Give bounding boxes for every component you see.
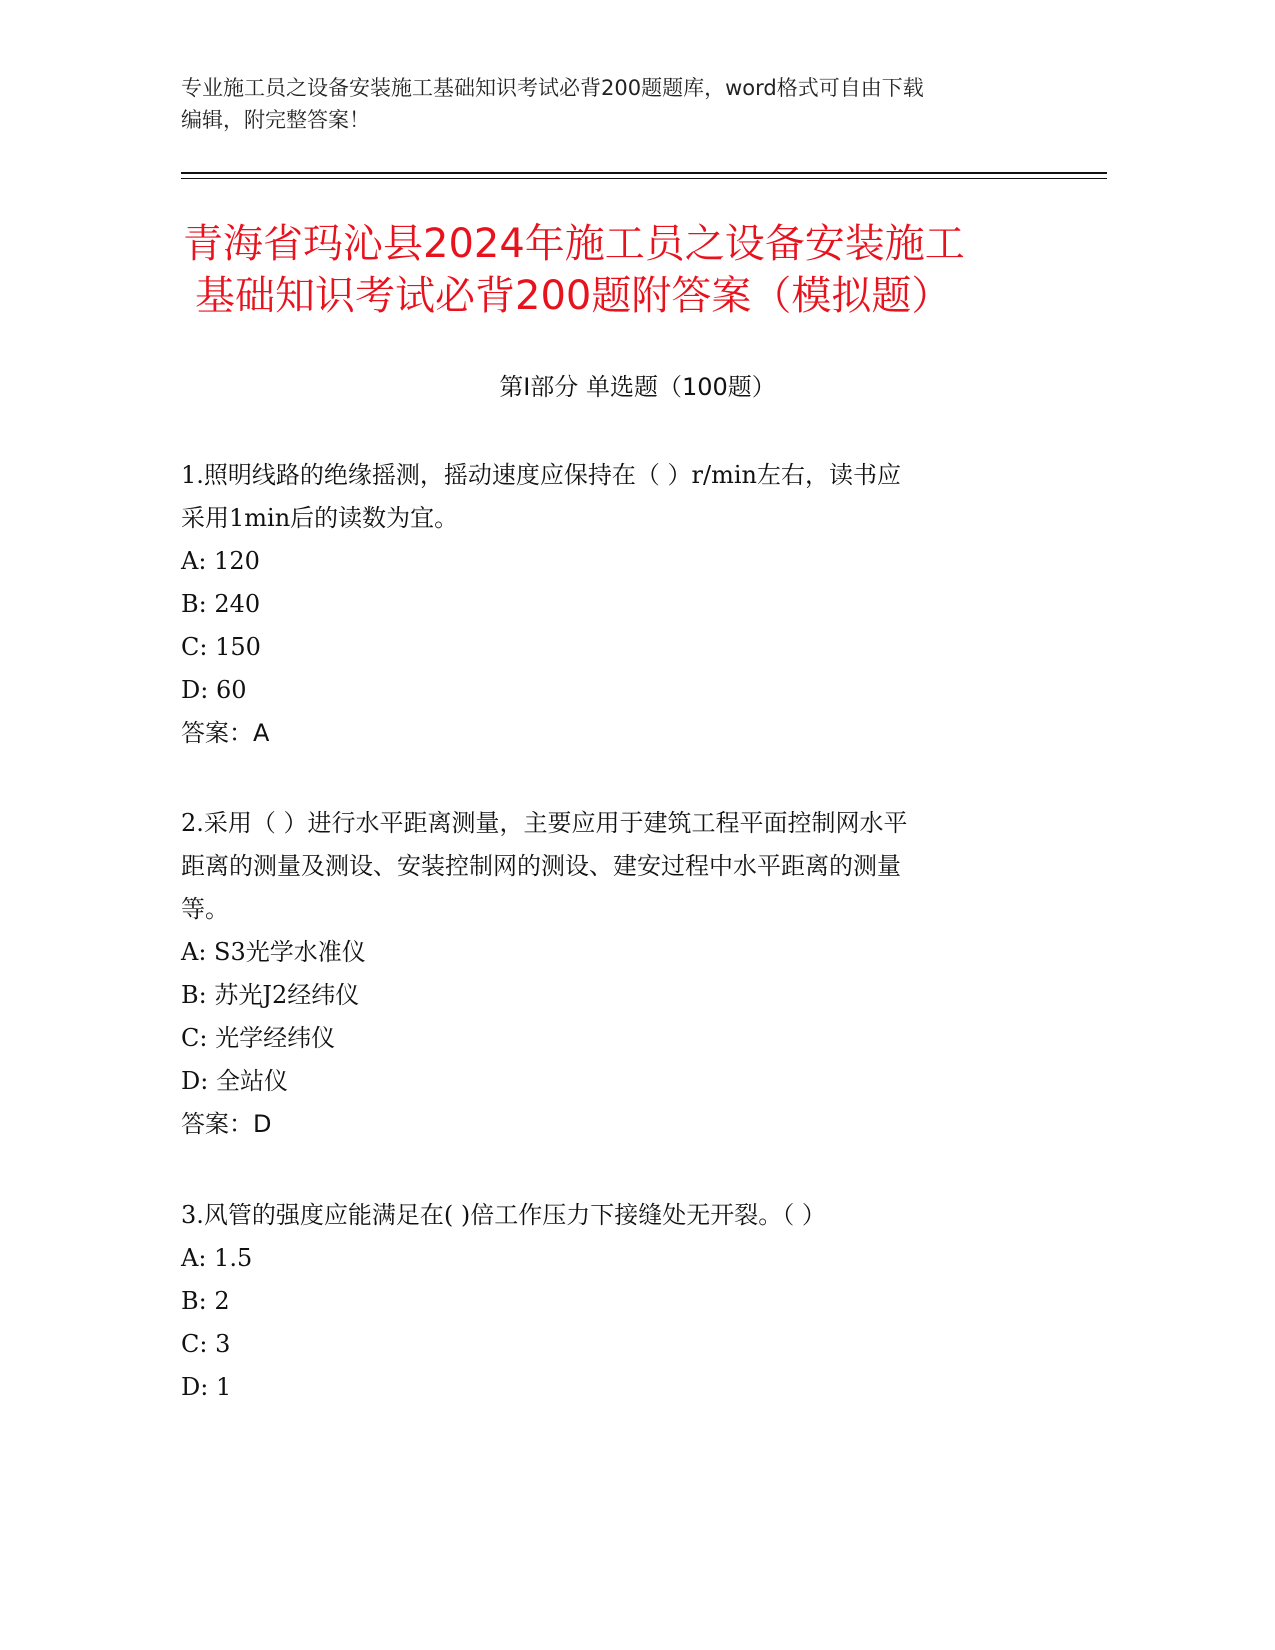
question-2 bbox=[181, 802, 1041, 1146]
question-3 bbox=[181, 1194, 1041, 1409]
question-1-option-d: D: 60 bbox=[181, 676, 247, 704]
header-note-line-1: 专业施工员之设备安装施工基础知识考试必背200题题库，word格式可自由下载 bbox=[181, 76, 924, 100]
header-note-line-2: 编辑，附完整答案！ bbox=[181, 108, 370, 132]
question-2-text-line-2: 距离的测量及测设、安装控制网的测设、建安过程中水平距离的测量 bbox=[181, 852, 901, 880]
question-1-option-b: B: 240 bbox=[181, 590, 261, 618]
question-3-text-line-1: 3.风管的强度应能满足在( )倍工作压力下接缝处无开裂。（ ） bbox=[181, 1201, 826, 1229]
question-2-answer: 答案：D bbox=[181, 1110, 272, 1138]
document-title bbox=[183, 218, 1063, 322]
question-3-option-a: A: 1.5 bbox=[181, 1244, 253, 1272]
question-1-option-c: C: 150 bbox=[181, 633, 261, 661]
question-1-text-line-2: 采用1min后的读数为宜。 bbox=[181, 504, 459, 532]
section-heading: 第Ⅰ部分 单选题（100题） bbox=[499, 373, 776, 401]
question-1-answer: 答案：A bbox=[181, 719, 270, 747]
question-2-option-b: B: 苏光J2经纬仪 bbox=[181, 981, 360, 1009]
question-3-option-c: C: 3 bbox=[181, 1330, 231, 1358]
question-1-text-line-1: 1.照明线路的绝缘摇测，摇动速度应保持在（ ）r/min左右，读书应 bbox=[181, 461, 901, 489]
question-2-option-a: A: S3光学水准仪 bbox=[181, 938, 366, 966]
header-divider-thin bbox=[181, 178, 1107, 179]
header-note bbox=[181, 72, 1061, 136]
question-3-option-d: D: 1 bbox=[181, 1373, 232, 1401]
question-1-option-a: A: 120 bbox=[181, 547, 260, 575]
question-1 bbox=[181, 454, 1041, 755]
header-divider-thick bbox=[181, 172, 1107, 174]
title-line-2: 基础知识考试必背200题附答案（模拟题） bbox=[195, 273, 952, 319]
question-2-option-d: D: 全站仪 bbox=[181, 1067, 288, 1095]
question-2-option-c: C: 光学经纬仪 bbox=[181, 1024, 336, 1052]
question-3-option-b: B: 2 bbox=[181, 1287, 230, 1315]
question-2-text-line-3: 等。 bbox=[181, 895, 229, 923]
question-2-text-line-1: 2.采用（ ）进行水平距离测量，主要应用于建筑工程平面控制网水平 bbox=[181, 809, 908, 837]
title-line-1: 青海省玛沁县2024年施工员之设备安装施工 bbox=[183, 221, 965, 267]
